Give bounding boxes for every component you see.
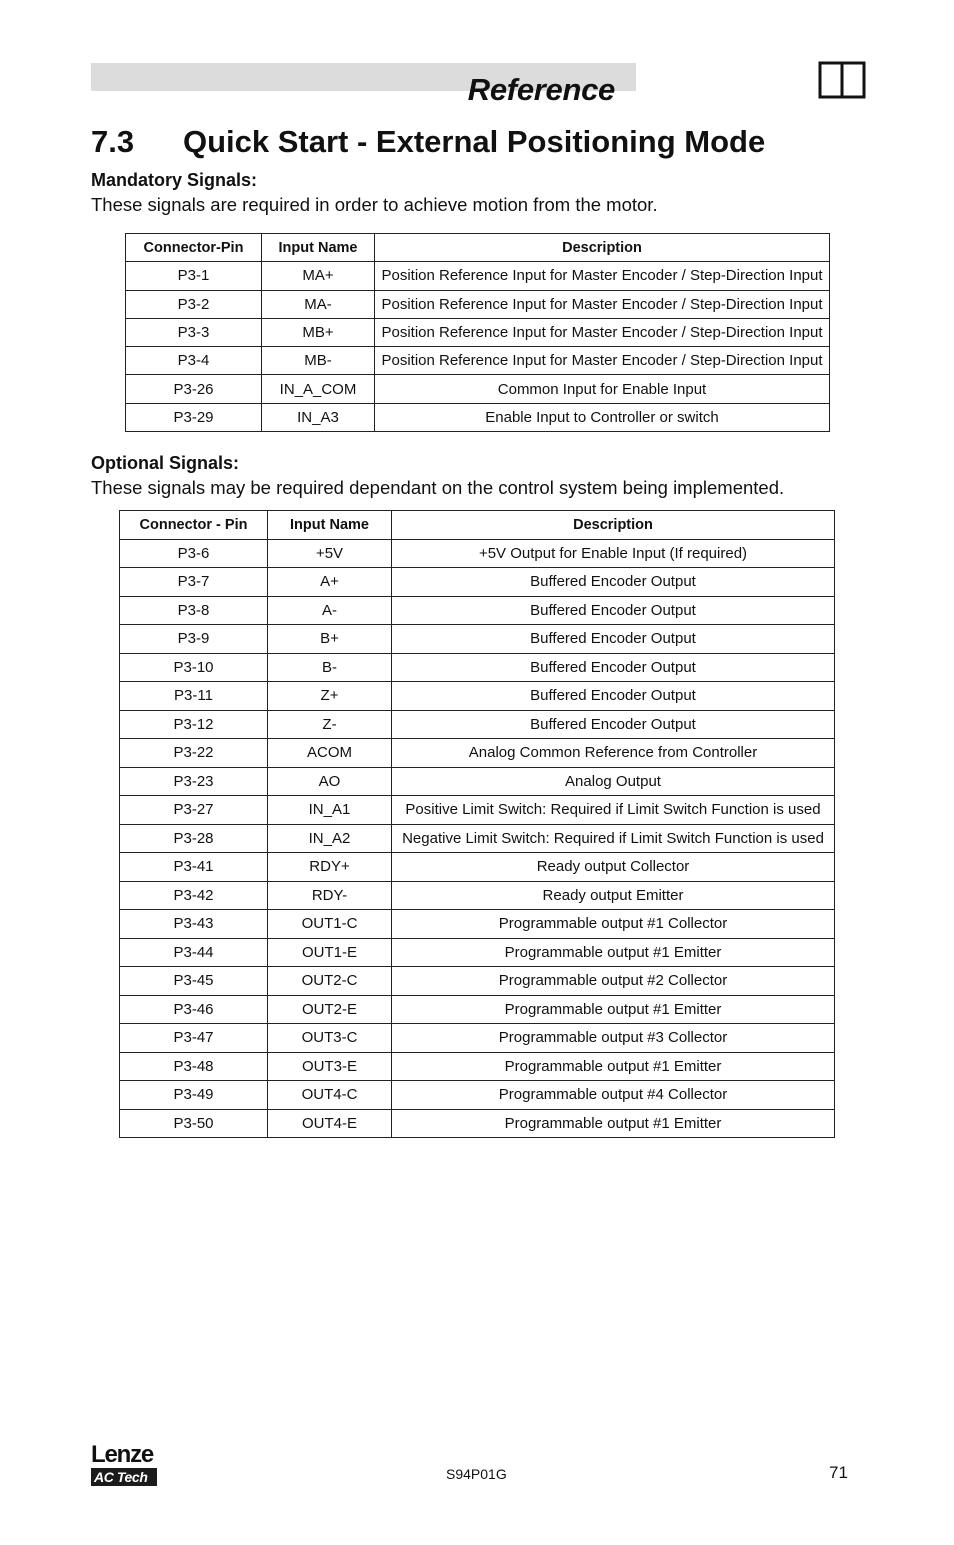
- lenze-logo: [91, 1443, 157, 1486]
- cell-input-name: OUT2-C: [268, 967, 392, 996]
- cell-input-name: Z-: [268, 710, 392, 739]
- table-row: [120, 1081, 835, 1110]
- table-row: [126, 375, 830, 403]
- cell-connector-pin: P3-9: [120, 625, 268, 654]
- cell-description: Programmable output #1 Emitter: [392, 1109, 835, 1138]
- section-number: 7.3: [91, 124, 135, 159]
- cell-input-name: +5V: [268, 539, 392, 568]
- cell-connector-pin: P3-12: [120, 710, 268, 739]
- cell-description: Common Input for Enable Input: [375, 375, 830, 403]
- cell-input-name: OUT1-C: [268, 910, 392, 939]
- table-row: [120, 739, 835, 768]
- mandatory-signals-table: [125, 233, 830, 432]
- table-row: [120, 1109, 835, 1138]
- logo-actech-text: AC Tech: [91, 1468, 157, 1486]
- table-row: [120, 881, 835, 910]
- cell-connector-pin: P3-41: [120, 853, 268, 882]
- table-row: [126, 347, 830, 375]
- table-row: [126, 262, 830, 290]
- cell-input-name: MA-: [262, 290, 375, 318]
- cell-input-name: RDY+: [268, 853, 392, 882]
- cell-connector-pin: P3-11: [120, 682, 268, 711]
- cell-connector-pin: P3-23: [120, 767, 268, 796]
- cell-connector-pin: P3-47: [120, 1024, 268, 1053]
- table-row: [120, 1024, 835, 1053]
- cell-input-name: IN_A_COM: [262, 375, 375, 403]
- cell-description: Buffered Encoder Output: [392, 625, 835, 654]
- table-row: [120, 967, 835, 996]
- cell-connector-pin: P3-42: [120, 881, 268, 910]
- cell-connector-pin: P3-26: [126, 375, 262, 403]
- cell-description: Programmable output #1 Collector: [392, 910, 835, 939]
- table-row: [120, 1052, 835, 1081]
- table-row: [120, 625, 835, 654]
- cell-input-name: B-: [268, 653, 392, 682]
- cell-connector-pin: P3-28: [120, 824, 268, 853]
- cell-description: Buffered Encoder Output: [392, 653, 835, 682]
- table-row: [120, 682, 835, 711]
- book-icon: [818, 60, 866, 100]
- table-row: [120, 568, 835, 597]
- cell-input-name: OUT4-E: [268, 1109, 392, 1138]
- cell-connector-pin: P3-3: [126, 318, 262, 346]
- table-row: [120, 910, 835, 939]
- mandatory-text: These signals are required in order to achieve motion from the motor.: [91, 194, 658, 215]
- section-title-text: Quick Start - External Positioning Mode: [183, 124, 766, 159]
- cell-input-name: IN_A2: [268, 824, 392, 853]
- cell-connector-pin: P3-45: [120, 967, 268, 996]
- logo-lenze-text: Lenze: [91, 1441, 154, 1468]
- optional-signals-table: [119, 510, 835, 1138]
- cell-input-name: OUT4-C: [268, 1081, 392, 1110]
- cell-input-name: OUT2-E: [268, 995, 392, 1024]
- column-header: Input Name: [262, 234, 375, 262]
- column-header: Description: [375, 234, 830, 262]
- cell-connector-pin: P3-44: [120, 938, 268, 967]
- cell-connector-pin: P3-4: [126, 347, 262, 375]
- column-header: Connector-Pin: [126, 234, 262, 262]
- cell-connector-pin: P3-6: [120, 539, 268, 568]
- cell-connector-pin: P3-43: [120, 910, 268, 939]
- table-row: [120, 539, 835, 568]
- mandatory-heading: Mandatory Signals:: [91, 170, 258, 190]
- cell-input-name: MB-: [262, 347, 375, 375]
- table-row: [126, 318, 830, 346]
- cell-input-name: IN_A1: [268, 796, 392, 825]
- cell-description: Buffered Encoder Output: [392, 596, 835, 625]
- table-row: [120, 938, 835, 967]
- table-row: [126, 290, 830, 318]
- cell-description: Programmable output #3 Collector: [392, 1024, 835, 1053]
- cell-description: Analog Common Reference from Controller: [392, 739, 835, 768]
- table-row: [120, 796, 835, 825]
- cell-description: Programmable output #1 Emitter: [392, 1052, 835, 1081]
- column-header: Connector - Pin: [120, 511, 268, 540]
- cell-input-name: MA+: [262, 262, 375, 290]
- table-row: [120, 853, 835, 882]
- cell-connector-pin: P3-27: [120, 796, 268, 825]
- document-id: S94P01G: [446, 1466, 507, 1482]
- cell-connector-pin: P3-46: [120, 995, 268, 1024]
- cell-description: Position Reference Input for Master Encoder / Step-Direction Input: [375, 262, 830, 290]
- cell-description: Ready output Emitter: [392, 881, 835, 910]
- cell-input-name: AO: [268, 767, 392, 796]
- section-title: [91, 124, 765, 160]
- cell-input-name: OUT1-E: [268, 938, 392, 967]
- cell-description: Buffered Encoder Output: [392, 682, 835, 711]
- column-header: Description: [392, 511, 835, 540]
- cell-connector-pin: P3-50: [120, 1109, 268, 1138]
- table-header-row: [120, 511, 835, 540]
- cell-input-name: ACOM: [268, 739, 392, 768]
- cell-description: Ready output Collector: [392, 853, 835, 882]
- cell-description: Programmable output #1 Emitter: [392, 938, 835, 967]
- table-row: [120, 767, 835, 796]
- header-title: Reference: [467, 72, 615, 107]
- cell-description: Position Reference Input for Master Encoder / Step-Direction Input: [375, 347, 830, 375]
- cell-description: Position Reference Input for Master Encoder / Step-Direction Input: [375, 290, 830, 318]
- cell-connector-pin: P3-48: [120, 1052, 268, 1081]
- cell-input-name: IN_A3: [262, 403, 375, 431]
- column-header: Input Name: [268, 511, 392, 540]
- cell-input-name: OUT3-E: [268, 1052, 392, 1081]
- cell-input-name: MB+: [262, 318, 375, 346]
- cell-connector-pin: P3-10: [120, 653, 268, 682]
- cell-description: +5V Output for Enable Input (If required): [392, 539, 835, 568]
- table-row: [120, 995, 835, 1024]
- cell-connector-pin: P3-7: [120, 568, 268, 597]
- optional-heading: Optional Signals:: [91, 453, 240, 473]
- cell-input-name: A-: [268, 596, 392, 625]
- cell-description: Buffered Encoder Output: [392, 568, 835, 597]
- cell-description: Enable Input to Controller or switch: [375, 403, 830, 431]
- cell-connector-pin: P3-2: [126, 290, 262, 318]
- cell-connector-pin: P3-29: [126, 403, 262, 431]
- table-row: [120, 824, 835, 853]
- cell-input-name: RDY-: [268, 881, 392, 910]
- cell-input-name: OUT3-C: [268, 1024, 392, 1053]
- cell-description: Analog Output: [392, 767, 835, 796]
- cell-description: Position Reference Input for Master Encoder / Step-Direction Input: [375, 318, 830, 346]
- cell-connector-pin: P3-1: [126, 262, 262, 290]
- cell-description: Buffered Encoder Output: [392, 710, 835, 739]
- cell-connector-pin: P3-49: [120, 1081, 268, 1110]
- table-header-row: [126, 234, 830, 262]
- table-row: [120, 596, 835, 625]
- table-row: [126, 403, 830, 431]
- table-row: [120, 653, 835, 682]
- cell-description: Negative Limit Switch: Required if Limit Switch Function is used: [392, 824, 835, 853]
- optional-text: These signals may be required dependant on the control system being implemented.: [91, 477, 785, 498]
- cell-description: Positive Limit Switch: Required if Limit Switch Function is used: [392, 796, 835, 825]
- page-number: 71: [829, 1463, 848, 1482]
- cell-input-name: B+: [268, 625, 392, 654]
- cell-connector-pin: P3-22: [120, 739, 268, 768]
- cell-description: Programmable output #1 Emitter: [392, 995, 835, 1024]
- cell-description: Programmable output #2 Collector: [392, 967, 835, 996]
- cell-description: Programmable output #4 Collector: [392, 1081, 835, 1110]
- cell-input-name: A+: [268, 568, 392, 597]
- cell-input-name: Z+: [268, 682, 392, 711]
- table-row: [120, 710, 835, 739]
- cell-connector-pin: P3-8: [120, 596, 268, 625]
